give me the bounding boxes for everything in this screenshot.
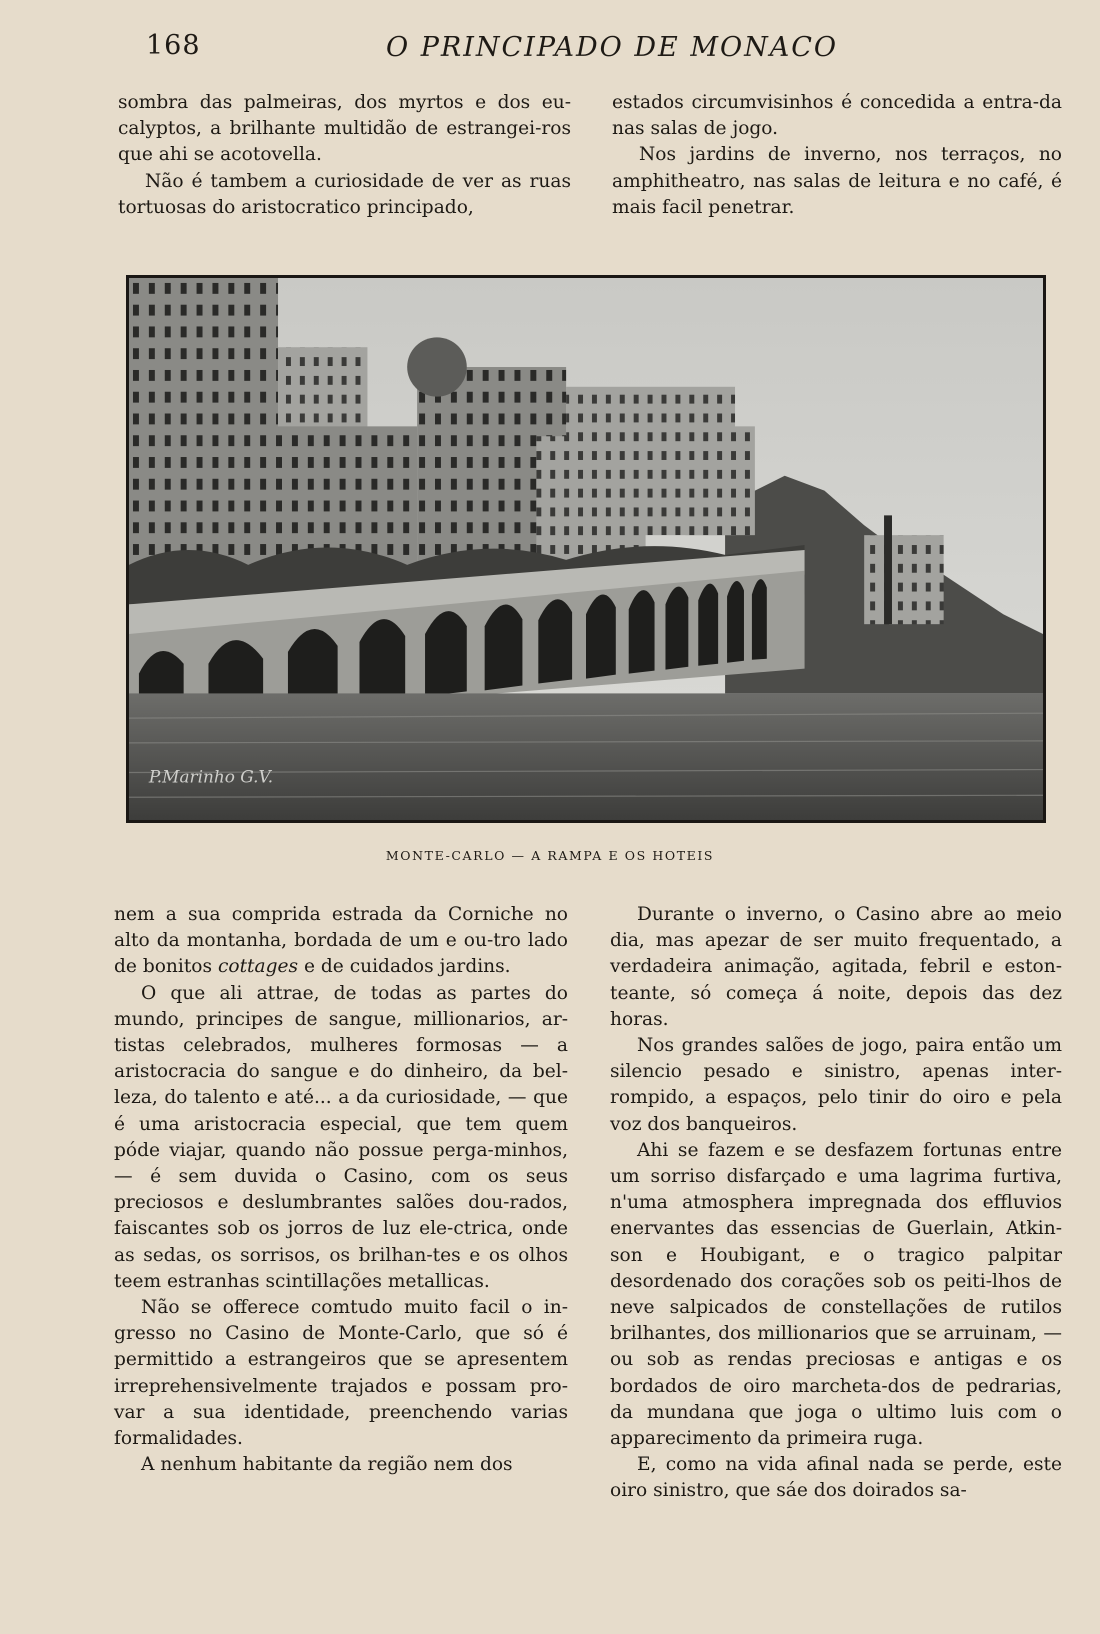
- paragraph: [114, 902, 568, 981]
- bottom-right-column: [610, 902, 1062, 1505]
- paragraph: estados circumvisinhos é concedida a entra-da nas salas de jogo.: [612, 92, 1062, 140]
- running-title: O PRINCIPADO DE MONACO: [386, 32, 839, 63]
- italic-word: cottages: [217, 956, 299, 978]
- engraver-signature: P.Marinho G.V.: [148, 766, 274, 787]
- paragraph: E, como na vida afinal nada se perde, este oiro sinistro, que sáe dos doirados sa-: [610, 1454, 1062, 1502]
- paragraph: O que ali attrae, de todas as partes do mundo, principes de sangue, millionarios, ar-tistas celebrados, mulheres formosas — a aristocracia do sangue e do dinheiro, da bel-leza, do talento e até... a da curiosidade, — que é uma aristocracia especial, que tem quem póde viajar, quando não possue perga-minhos, — é sem duvida o Casino, com os seus preciosos e deslumbrantes salões dou-rados, faiscantes sob os jorros de luz ele-ctrica, onde as sedas, os sorrisos, os brilhan-tes e os olhos teem estranhas scintillações metallicas.: [114, 982, 568, 1292]
- top-left-column: [118, 90, 571, 221]
- page-number: 168: [146, 30, 201, 61]
- paragraph: Não se offerece comtudo muito facil o in-gresso no Casino de Monte-Carlo, que só é permittido a estrangeiros que se apresentem irreprehensivelmente trajados e possam pro-var a sua identidade, preenchendo varias formalidades.: [114, 1297, 568, 1450]
- paragraph: Nos jardins de inverno, nos terraços, no amphitheatro, nas salas de leitura e no café, é mais facil penetrar.: [612, 144, 1062, 218]
- top-right-column: [612, 90, 1062, 221]
- bottom-left-column: [114, 902, 568, 1478]
- text-span: e de cuidados jardins.: [298, 956, 511, 978]
- paragraph: Não é tambem a curiosidade de ver as ruas tortuosas do aristocratico principado,: [118, 170, 571, 218]
- figure-caption: MONTE-CARLO — A RAMPA E OS HOTEIS: [385, 848, 715, 863]
- monte-carlo-photograph: [126, 275, 1046, 823]
- paragraph: sombra das palmeiras, dos myrtos e dos eu-calyptos, a brilhante multidão de estrangei-ros que ahi se acotovella.: [118, 92, 571, 166]
- paragraph: A nenhum habitante da região nem dos: [141, 1454, 513, 1476]
- text-span: nem a sua comprida estrada da Corniche no alto da montanha, bordada de um e ou-tro lado de bonitos: [114, 904, 568, 978]
- paragraph: Durante o inverno, o Casino abre ao meio dia, mas apezar de ser muito frequentado, a verdadeira animação, agitada, febril e eston-teante, só começa á noite, depois das dez horas.: [610, 904, 1062, 1030]
- paragraph: Ahi se fazem e se desfazem fortunas entre um sorriso disfarçado e uma lagrima furtiva, n'uma atmosphera impregnada dos effluvios enervantes das essencias de Guerlain, Atkin-son e Houbigant, e o tragico palpitar desordenado dos corações sob os peiti-lhos de neve salpicados de constellações de rutilos brilhantes, dos millionarios que se arruinam, — ou sob as rendas preciosas e antigas e os bordados de oiro marcheta-dos de pedrarias, da mundana que joga o ultimo luis com o apparecimento da primeira ruga.: [610, 1139, 1062, 1450]
- paragraph: Nos grandes salões de jogo, paira então um silencio pesado e sinistro, apenas inter-rompido, a espaços, pelo tinir do oiro e pela voz dos banqueiros.: [610, 1035, 1062, 1135]
